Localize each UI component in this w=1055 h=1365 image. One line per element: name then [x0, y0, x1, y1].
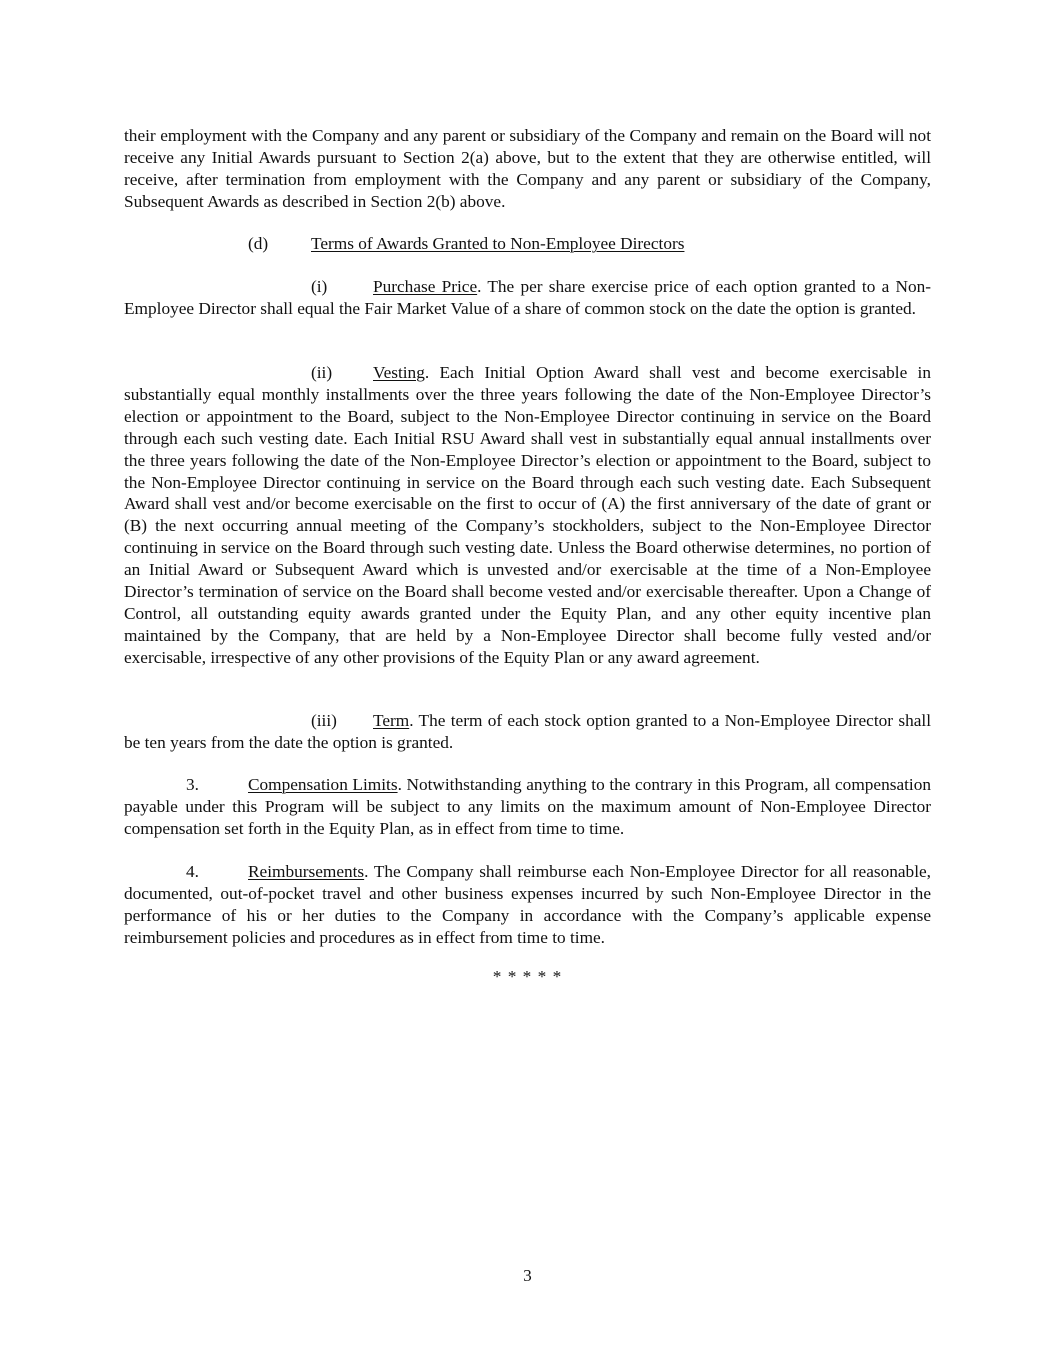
item-iii-number: (iii) [311, 711, 337, 730]
continuation-text: their employment with the Company and any parent or subsidiary of the Company and remain on the Board will not receive any Initial Awards pursuant to Section 2(a) above, but to the extent that they are otherwise entitled, will receive, after termination from employment with the Company and any parent or subsidiary of the Company, Subsequent Awards as described in Section 2(b) above. [124, 126, 931, 211]
item-i-text: . The per share exercise price of each option granted to a Non-Employee Director shall equal the Fair Market Value of a share of common stock on the date the option is granted. [124, 277, 932, 318]
section-3-title: Compensation Limits [248, 775, 398, 794]
section-d-heading [248, 233, 684, 255]
item-i-paragraph [124, 276, 931, 320]
item-ii-text: . Each Initial Option Award shall vest and become exercisable in substantially equal monthly installments over the three years following the date of the Non-Employee Director’s election or appointment to the Board, subject to the Non-Employee Director continuing in service on the Board through each such vesting date. Each Initial RSU Award shall vest in substantially equal annual installments over the three years following the date of the Non-Employee Director’s election or appointment to the Board, subject to the Non-Employee Director continuing in service on the Board through each such vesting date. Each Subsequent Award shall vest and/or become exercisable on the first to occur of (A) the first anniversary of the date of grant or (B) the next occurring annual meeting of the Company’s stockholders, subject to the Non-Employee Director continuing in service on the Board through such vesting date. Unless the Board otherwise determines, no portion of an Initial Award or Subsequent Award which is unvested and/or exercisable at the time of a Non-Employee Director’s termination of service on the Board shall become vested and/or exercisable thereafter. Upon a Change of Control, all outstanding equity awards granted under the Equity Plan, and any other equity incentive plan maintained by the Company, that are held by a Non-Employee Director shall become fully vested and/or exercisable, irrespective of any other provisions of the Equity Plan or any award agreement. [124, 363, 931, 667]
item-iii-title: Term [373, 711, 410, 730]
item-i-title: Purchase Price [373, 277, 478, 296]
item-ii-number: (ii) [311, 363, 333, 382]
page-number: 3 [523, 1266, 532, 1285]
section-3-number: 3. [186, 775, 199, 794]
continuation-paragraph [124, 125, 931, 213]
section-4-number: 4. [186, 862, 199, 881]
section-d-number: (d) [248, 234, 269, 253]
section-4-title: Reimbursements [248, 862, 365, 881]
section-3-text: . Notwithstanding anything to the contrary in this Program, all compensation payable under this Program will be subject to any limits on the maximum amount of Non-Employee Director compensation set forth in the Equity Plan, as in effect from time to time. [124, 775, 931, 838]
item-ii-paragraph [124, 362, 931, 669]
end-mark: * * * * * [492, 967, 563, 986]
item-i-number: (i) [311, 277, 328, 296]
item-iii-paragraph [124, 710, 931, 754]
section-4-text: . The Company shall reimburse each Non-Employee Director for all reasonable, documented, out-of-pocket travel and other business expenses incurred by such Non-Employee Director in the performance of his or her duties to the Company in accordance with the Company’s applicable expense reimbursement policies and procedures as in effect from time to time. [124, 862, 931, 947]
section-4-paragraph [124, 861, 931, 949]
item-ii-title: Vesting [373, 363, 425, 382]
section-d-title: Terms of Awards Granted to Non-Employee Directors [311, 234, 685, 253]
section-3-paragraph [124, 774, 931, 840]
item-iii-text: . The term of each stock option granted to a Non-Employee Director shall be ten years from the date the option is granted. [124, 711, 931, 752]
